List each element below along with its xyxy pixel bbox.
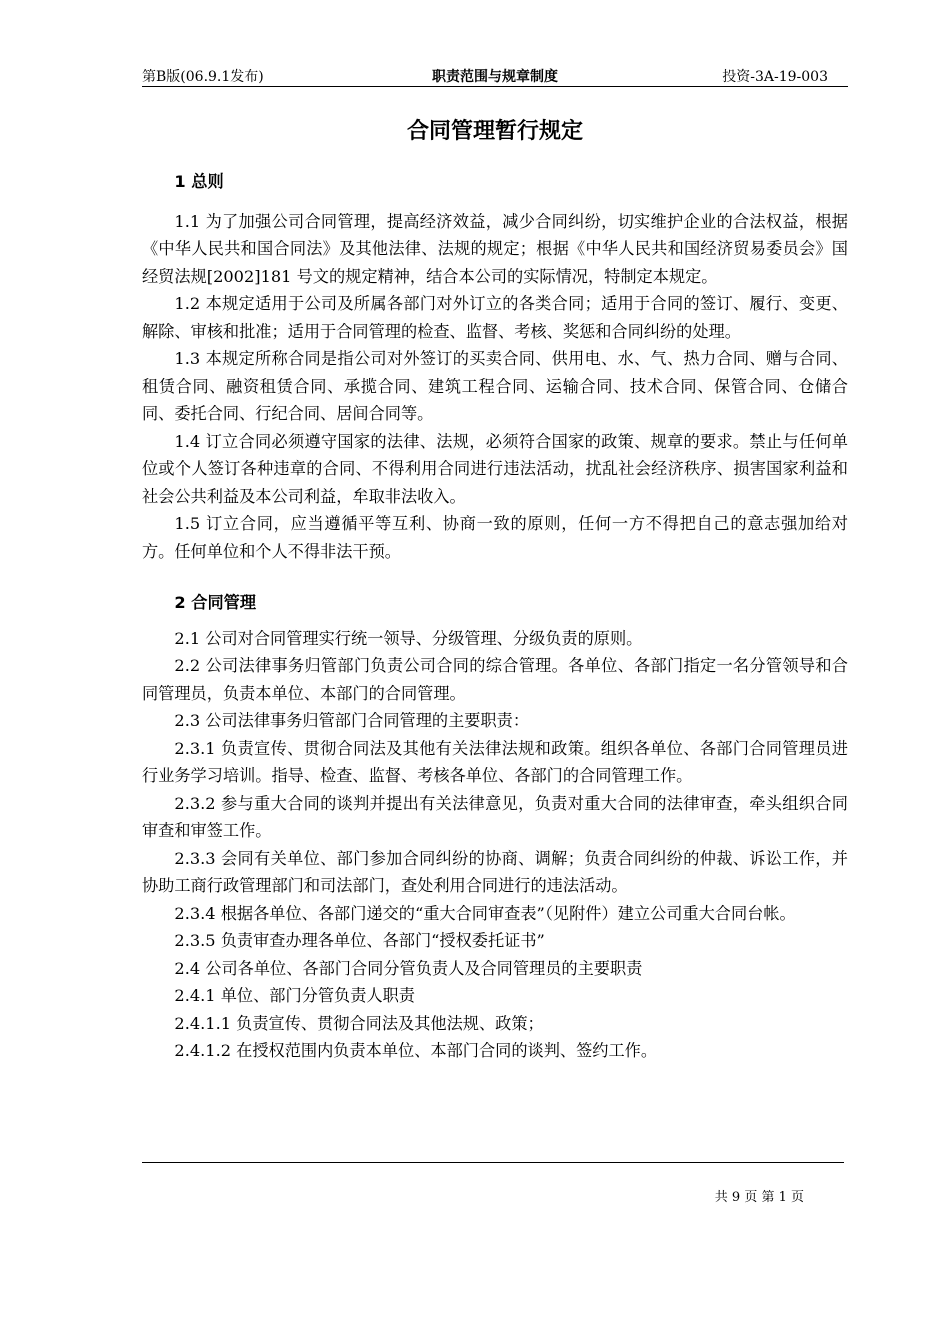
page-number: 共 9 页 第 1 页 xyxy=(714,1190,804,1205)
page-header xyxy=(142,66,848,87)
paragraph-2-3-5: 2.3.5 负责审查办理各单位、各部门“授权委托证书” xyxy=(174,931,545,950)
paragraph-1-1: 1.1 为了加强公司合同管理，提高经济效益，减少合同纠纷，切实维护企业的合法权益，根据《中华人民共和国合同法》及其他法律、法规的规定；根据《中华人民共和国经济贸易委员会》国经贸法规[2002]181 号文的规定精神，结合本公司的实际情况，特制定本规定。 xyxy=(142,211,848,286)
paragraph-2-3-4: 2.3.4 根据各单位、各部门递交的“重大合同审查表”（见附件）建立公司重大合同台帐。 xyxy=(174,903,796,923)
paragraph-2-3-2: 2.3.2 参与重大合同的谈判并提出有关法律意见，负责对重大合同的法律审查，牵头组织合同审查和审签工作。 xyxy=(142,793,848,840)
paragraph-2-1: 2.1 公司对合同管理实行统一领导、分级管理、分级负责的原则。 xyxy=(174,628,643,648)
footer-divider xyxy=(142,1162,844,1163)
section-spacer xyxy=(142,565,848,589)
header-category: 职责范围与规章制度 xyxy=(432,69,558,85)
document-number: 投资-3A-19-003 xyxy=(722,69,828,85)
document-body xyxy=(142,168,848,1065)
section-heading-general: 1 总则 xyxy=(174,172,224,191)
paragraph-2-4: 2.4 公司各单位、各部门合同分管负责人及合同管理员的主要职责 xyxy=(174,958,643,978)
paragraph-2-4-1-2: 2.4.1.2 在授权范围内负责本单位、本部门合同的谈判、签约工作。 xyxy=(174,1041,658,1060)
paragraph-2-4-1-1: 2.4.1.1 负责宣传、贯彻合同法及其他法规、政策； xyxy=(174,1013,544,1033)
paragraph-1-3: 1.3 本规定所称合同是指公司对外签订的买卖合同、供用电、水、气、热力合同、赠与合同、租赁合同、融资租赁合同、承揽合同、建筑工程合同、运输合同、技术合同、保管合同、仓储合同、委托合同、行纪合同、居间合同等。 xyxy=(142,349,848,423)
document-title: 合同管理暂行规定 xyxy=(406,119,583,144)
paragraph-2-3: 2.3 公司法律事务归管部门合同管理的主要职责： xyxy=(174,711,530,730)
paragraph-2-3-1: 2.3.1 负责宣传、贯彻合同法及其他有关法律法规和政策。组织各单位、各部门合同管理员进行业务学习培训。指导、检查、监督、考核各单位、各部门的合同管理工作。 xyxy=(142,738,848,785)
paragraph-1-5: 1.5 订立合同，应当遵循平等互利、协商一致的原则，任何一方不得把自己的意志强加给对方。任何单位和个人不得非法干预。 xyxy=(142,514,848,561)
paragraph-2-4-1: 2.4.1 单位、部门分管负责人职责 xyxy=(174,986,415,1005)
paragraph-2-2: 2.2 公司法律事务归管部门负责公司合同的综合管理。各单位、各部门指定一名分管领导和合同管理员，负责本单位、本部门的合同管理。 xyxy=(142,656,848,703)
paragraph-1-4: 1.4 订立合同必须遵守国家的法律、法规，必须符合国家的政策、规章的要求。禁止与任何单位或个人签订各种违章的合同、不得利用合同进行违法活动，扰乱社会经济秩序、损害国家利益和社会公共利益及本公司利益，牟取非法收入。 xyxy=(142,431,848,506)
paragraph-1-2: 1.2 本规定适用于公司及所属各部门对外订立的各类合同；适用于合同的签订、履行、变更、解除、审核和批准；适用于合同管理的检查、监督、考核、奖惩和合同纠纷的处理。 xyxy=(142,294,848,341)
version-label: 第B版(06.9.1发布) xyxy=(142,69,264,85)
section-heading-contract-management: 2 合同管理 xyxy=(174,593,257,612)
paragraph-2-3-3: 2.3.3 会同有关单位、部门参加合同纠纷的协商、调解；负责合同纠纷的仲裁、诉讼工作，并协助工商行政管理部门和司法部门，查处利用合同进行的违法活动。 xyxy=(142,848,848,895)
